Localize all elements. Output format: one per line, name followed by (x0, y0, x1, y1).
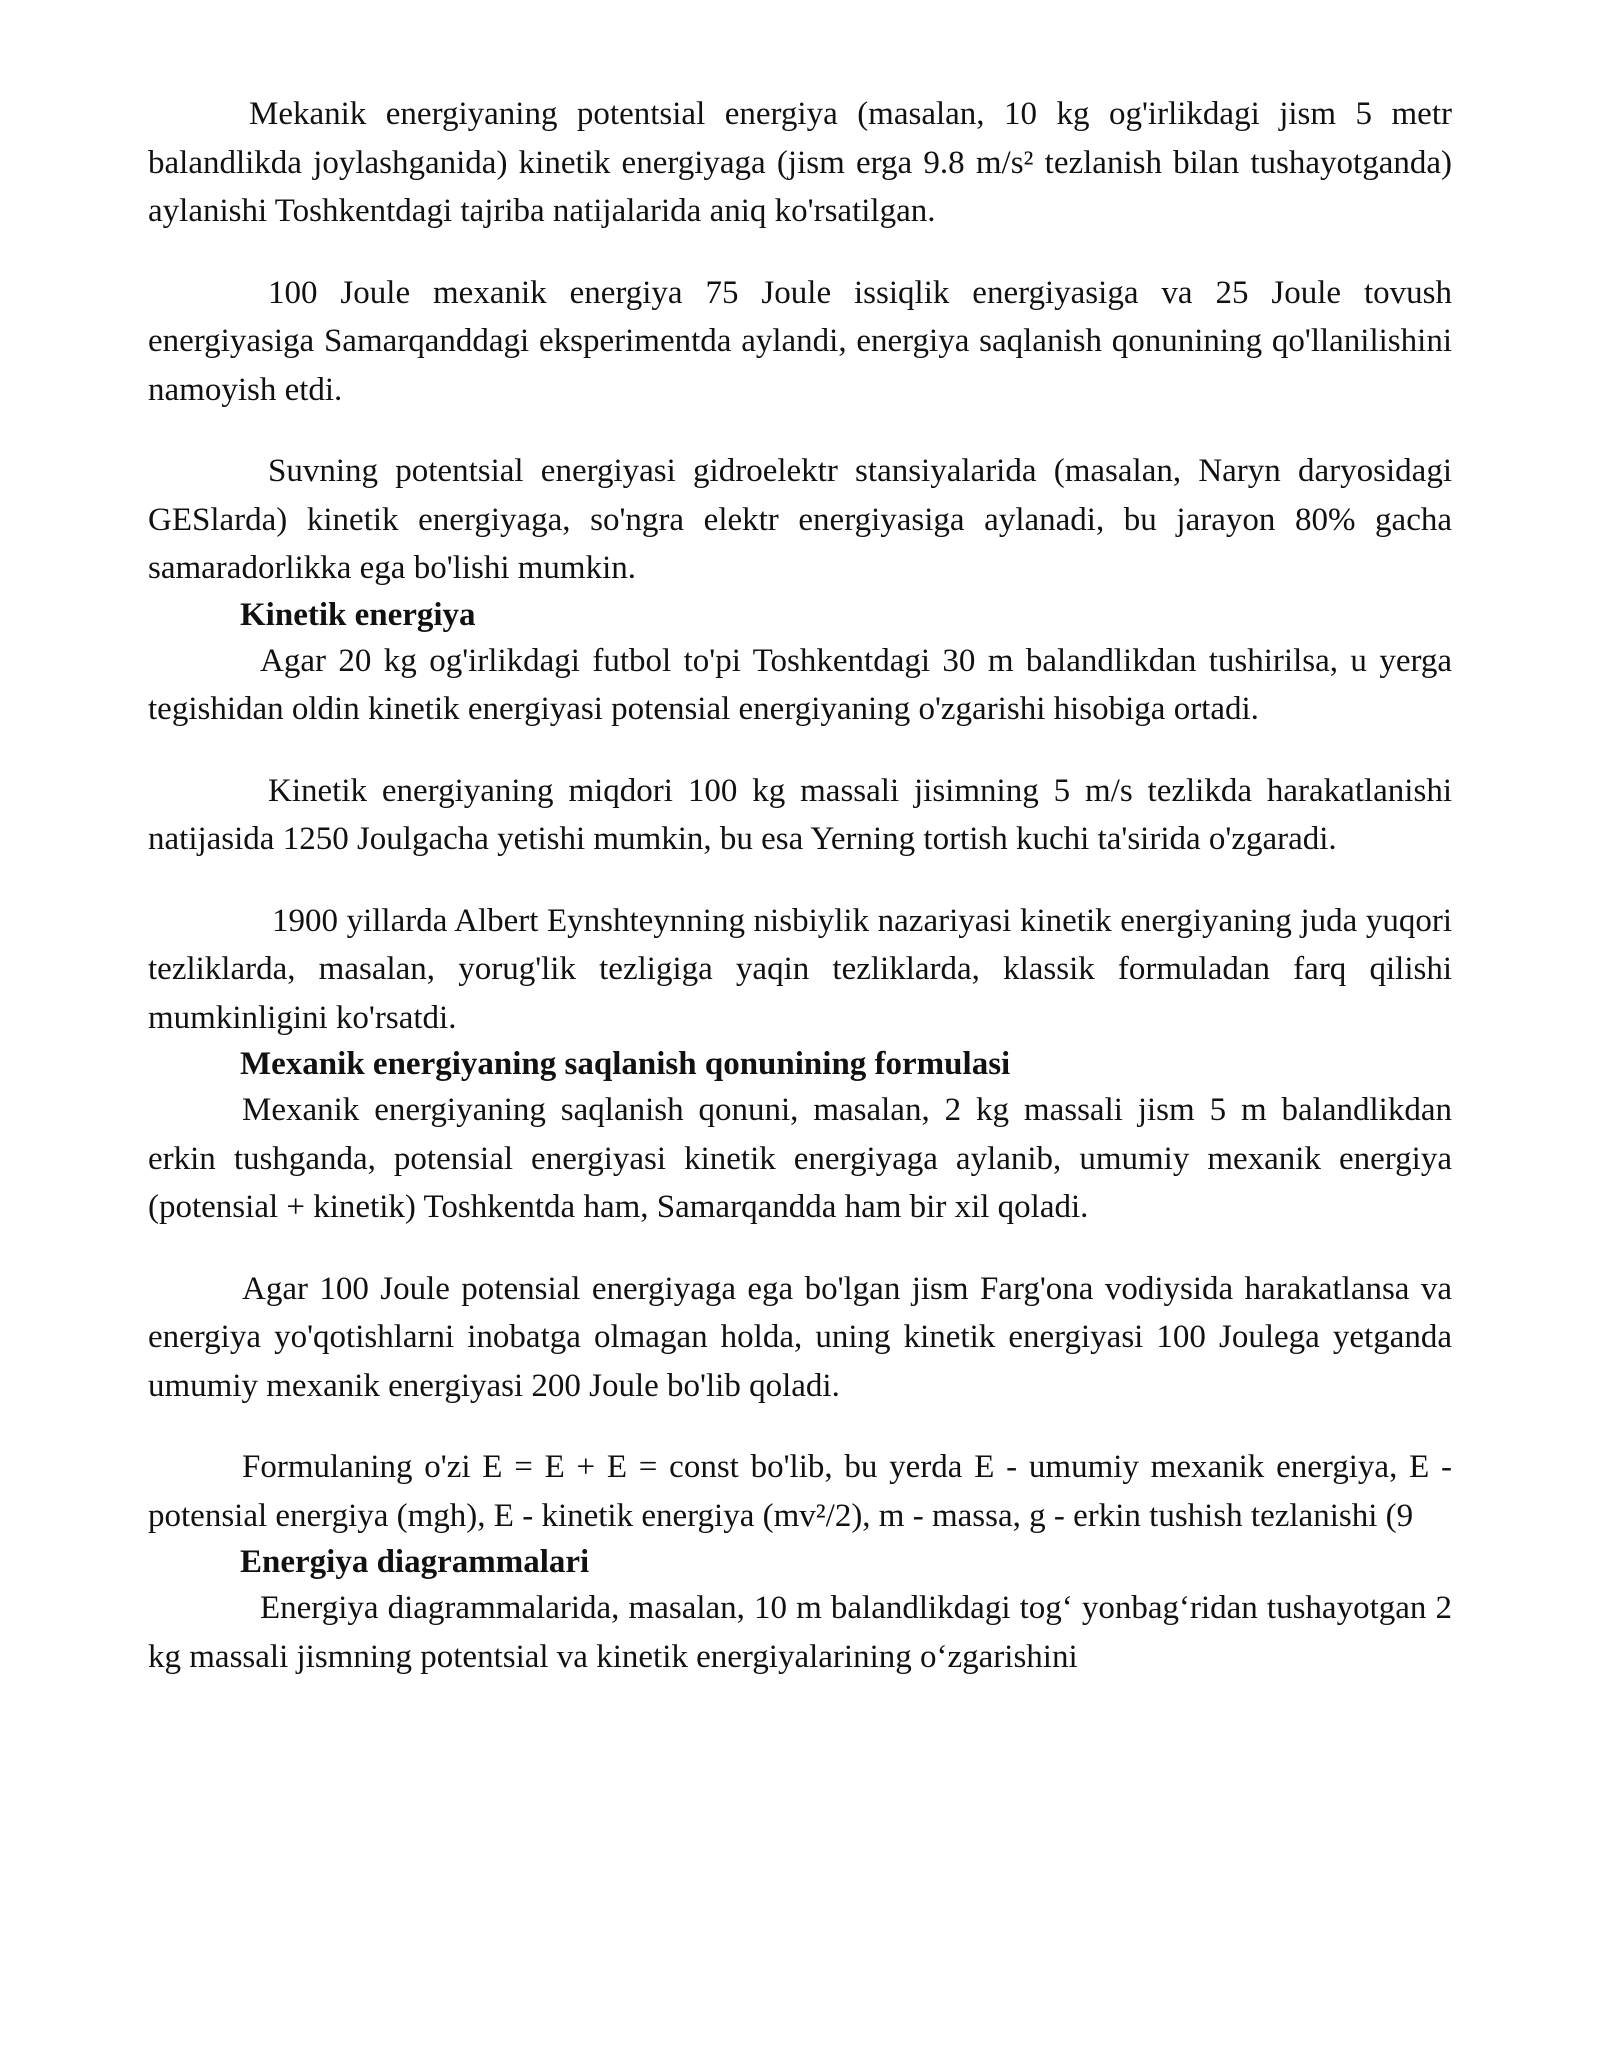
paragraph-kinetic-amount: Kinetik energiyaning miqdori 100 kg massali jisimning 5 m/s tezlikda harakatlanishi natijasida 1250 Joulgacha yetishi mumkin, bu esa Yerning tortish kuchi ta'sirida o'zgaradi. (148, 772, 1452, 857)
paragraph-fergana-example: Agar 100 Joule potensial energiyaga ega bo'lgan jism Farg'ona vodiysida harakatlansa va energiya yo'qotishlarni inobatga olmagan holda, uning kinetik energiyasi 100 Joulega yetganda umumiy mexanik energiyasi 200 Joule bo'lib qoladi. (148, 1270, 1452, 1404)
paragraph-football-drop: Agar 20 kg og'irlikdagi futbol to'pi Toshkentdagi 30 m balandlikdan tushirilsa, u yerga tegishidan oldin kinetik energiyasi potensial energiyaning o'zgarishi hisobiga ortadi. (148, 642, 1452, 727)
heading-conservation-formula: Mexanik energiyaning saqlanish qonunining formulasi (240, 1046, 1011, 1082)
paragraph-conservation-law: Mexanik energiyaning saqlanish qonuni, masalan, 2 kg massali jism 5 m balandlikdan erkin tushganda, potensial energiyasi kinetik energiyaga aylanib, umumiy mexanik energiya (potensial + kinetik) Toshkentda ham, Samarqandda ham bir xil qoladi. (148, 1092, 1452, 1225)
heading-kinetic-energy: Kinetik energiya (240, 596, 476, 633)
paragraph-energy-diagrams: Energiya diagrammalarida, masalan, 10 m balandlikdagi tog‘ yonbag‘ridan tushayotgan 2 kg massali jismning potentsial va kinetik energiyalarining o‘zgarishini (148, 1590, 1452, 1675)
document-page (148, 90, 1452, 1681)
paragraph-formula: Formulaning o'zi E = E + E = const bo'lib, bu yerda E - umumiy mexanik energiya, E - potensial energiya (mgh), E - kinetik energiya (mv²/2), m - massa, g - erkin tushish tezlanishi (9 (148, 1449, 1452, 1534)
paragraph-einstein: 1900 yillarda Albert Eynshteynning nisbiylik nazariyasi kinetik energiyaning juda yuqori tezliklarda, masalan, yorug'lik tezligiga yaqin tezliklarda, klassik formuladan farq qilishi mumkinligini ko'rsatdi. (148, 902, 1452, 1036)
paragraph-mechanical-conversion: Mekanik energiyaning potentsial energiya (masalan, 10 kg og'irlikdagi jism 5 metr balandlikda joylashganida) kinetik energiyaga (jism erga 9.8 m/s² tezlanish bilan tushayotganda) aylanishi Toshkentdagi tajriba natijalarida aniq ko'rsatilgan. (148, 96, 1452, 229)
paragraph-energy-experiment: 100 Joule mexanik energiya 75 Joule issiqlik energiyasiga va 25 Joule tovush energiyasiga Samarqanddagi eksperimentda aylandi, energiya saqlanish qonunining qo'llanilishini namoyish etdi. (148, 274, 1452, 408)
heading-energy-diagrams: Energiya diagrammalari (240, 1544, 590, 1580)
paragraph-hydro-energy: Suvning potentsial energiyasi gidroelektr stansiyalarida (masalan, Naryn daryosidagi GESlarda) kinetik energiyaga, so'ngra elektr energiyasiga aylanadi, bu jarayon 80% gacha samaradorlikka ega bo'lishi mumkin. (148, 453, 1452, 586)
